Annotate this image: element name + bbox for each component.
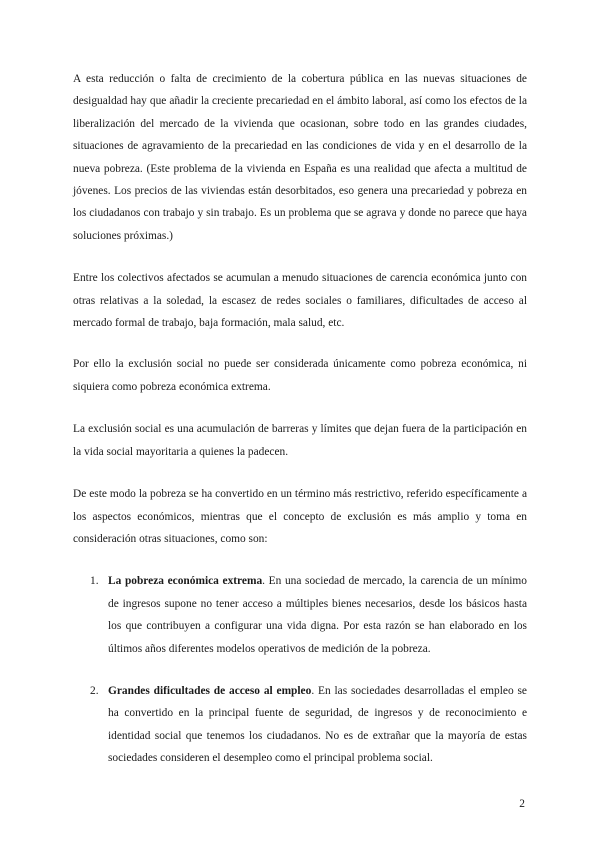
- list-item-number: 1.: [90, 575, 99, 588]
- list-item-text: . En una sociedad de mercado, la carencia de un mínimo de ingresos supone no tener acceso a múltiples bienes necesarios, desde los básicos hasta los que contribuyen a configurar una vida digna. Por esta razón se han elaborado en los últimos años diferentes modelos operativos de medición de la pobreza.: [108, 575, 527, 655]
- list-item-number: 2.: [90, 684, 99, 697]
- document-page: [73, 68, 527, 770]
- list-item-term: La pobreza económica extrema: [108, 575, 263, 588]
- paragraph-housing-precariousness: A esta reducción o falta de crecimiento de la cobertura pública en las nuevas situaciones de desigualdad hay que añadir la creciente precariedad en el ámbito laboral, así como los efectos de la liberalización del mercado de la vivienda que ocasionan, sobre todo en las grandes ciudades, situaciones de agravamiento de la precariedad en las condiciones de vida y en el desarrollo de la nueva pobreza. (Este problema de la vivienda en España es una realidad que afecta a multitud de jóvenes. Los precios de las viviendas están desorbitados, eso genera una precariedad y pobreza en los ciudadanos con trabajo y sin trabajo. Es un problema que se agrava y donde no parece que haya soluciones próximas.): [73, 73, 527, 242]
- list-item: [73, 680, 527, 770]
- paragraph-exclusion-definition: La exclusión social es una acumulación de barreras y límites que dejan fuera de la participación en la vida social mayoritaria a quienes la padecen.: [73, 423, 527, 458]
- list-item-text: . En las sociedades desarrolladas el empleo se ha convertido en la principal fuente de seguridad, de ingresos y de reconocimiento e identidad social que tenemos los ciudadanos. No es de extrañar que la mayoría de estas sociedades consideren el desempleo como el principal problema social.: [108, 684, 527, 765]
- paragraph-exclusion-not-only-poverty: Por ello la exclusión social no puede ser considerada únicamente como pobreza económica, ni siquiera como pobreza económica extrema.: [73, 358, 527, 393]
- page-number: 2: [519, 798, 525, 810]
- exclusion-situations-list: [73, 570, 527, 769]
- list-item: [73, 570, 527, 660]
- paragraph-affected-groups: Entre los colectivos afectados se acumulan a menudo situaciones de carencia económica junto con otras relativas a la soledad, la escasez de redes sociales o familiares, dificultades de acceso al mercado formal de trabajo, baja formación, mala salud, etc.: [73, 272, 527, 330]
- list-item-term: Grandes dificultades de acceso al empleo: [108, 684, 312, 697]
- paragraph-poverty-vs-exclusion: De este modo la pobreza se ha convertido en un término más restrictivo, referido específicamente a los aspectos económicos, mientras que el concepto de exclusión es más amplio y toma en consideración otras situaciones, como son:: [73, 488, 527, 545]
